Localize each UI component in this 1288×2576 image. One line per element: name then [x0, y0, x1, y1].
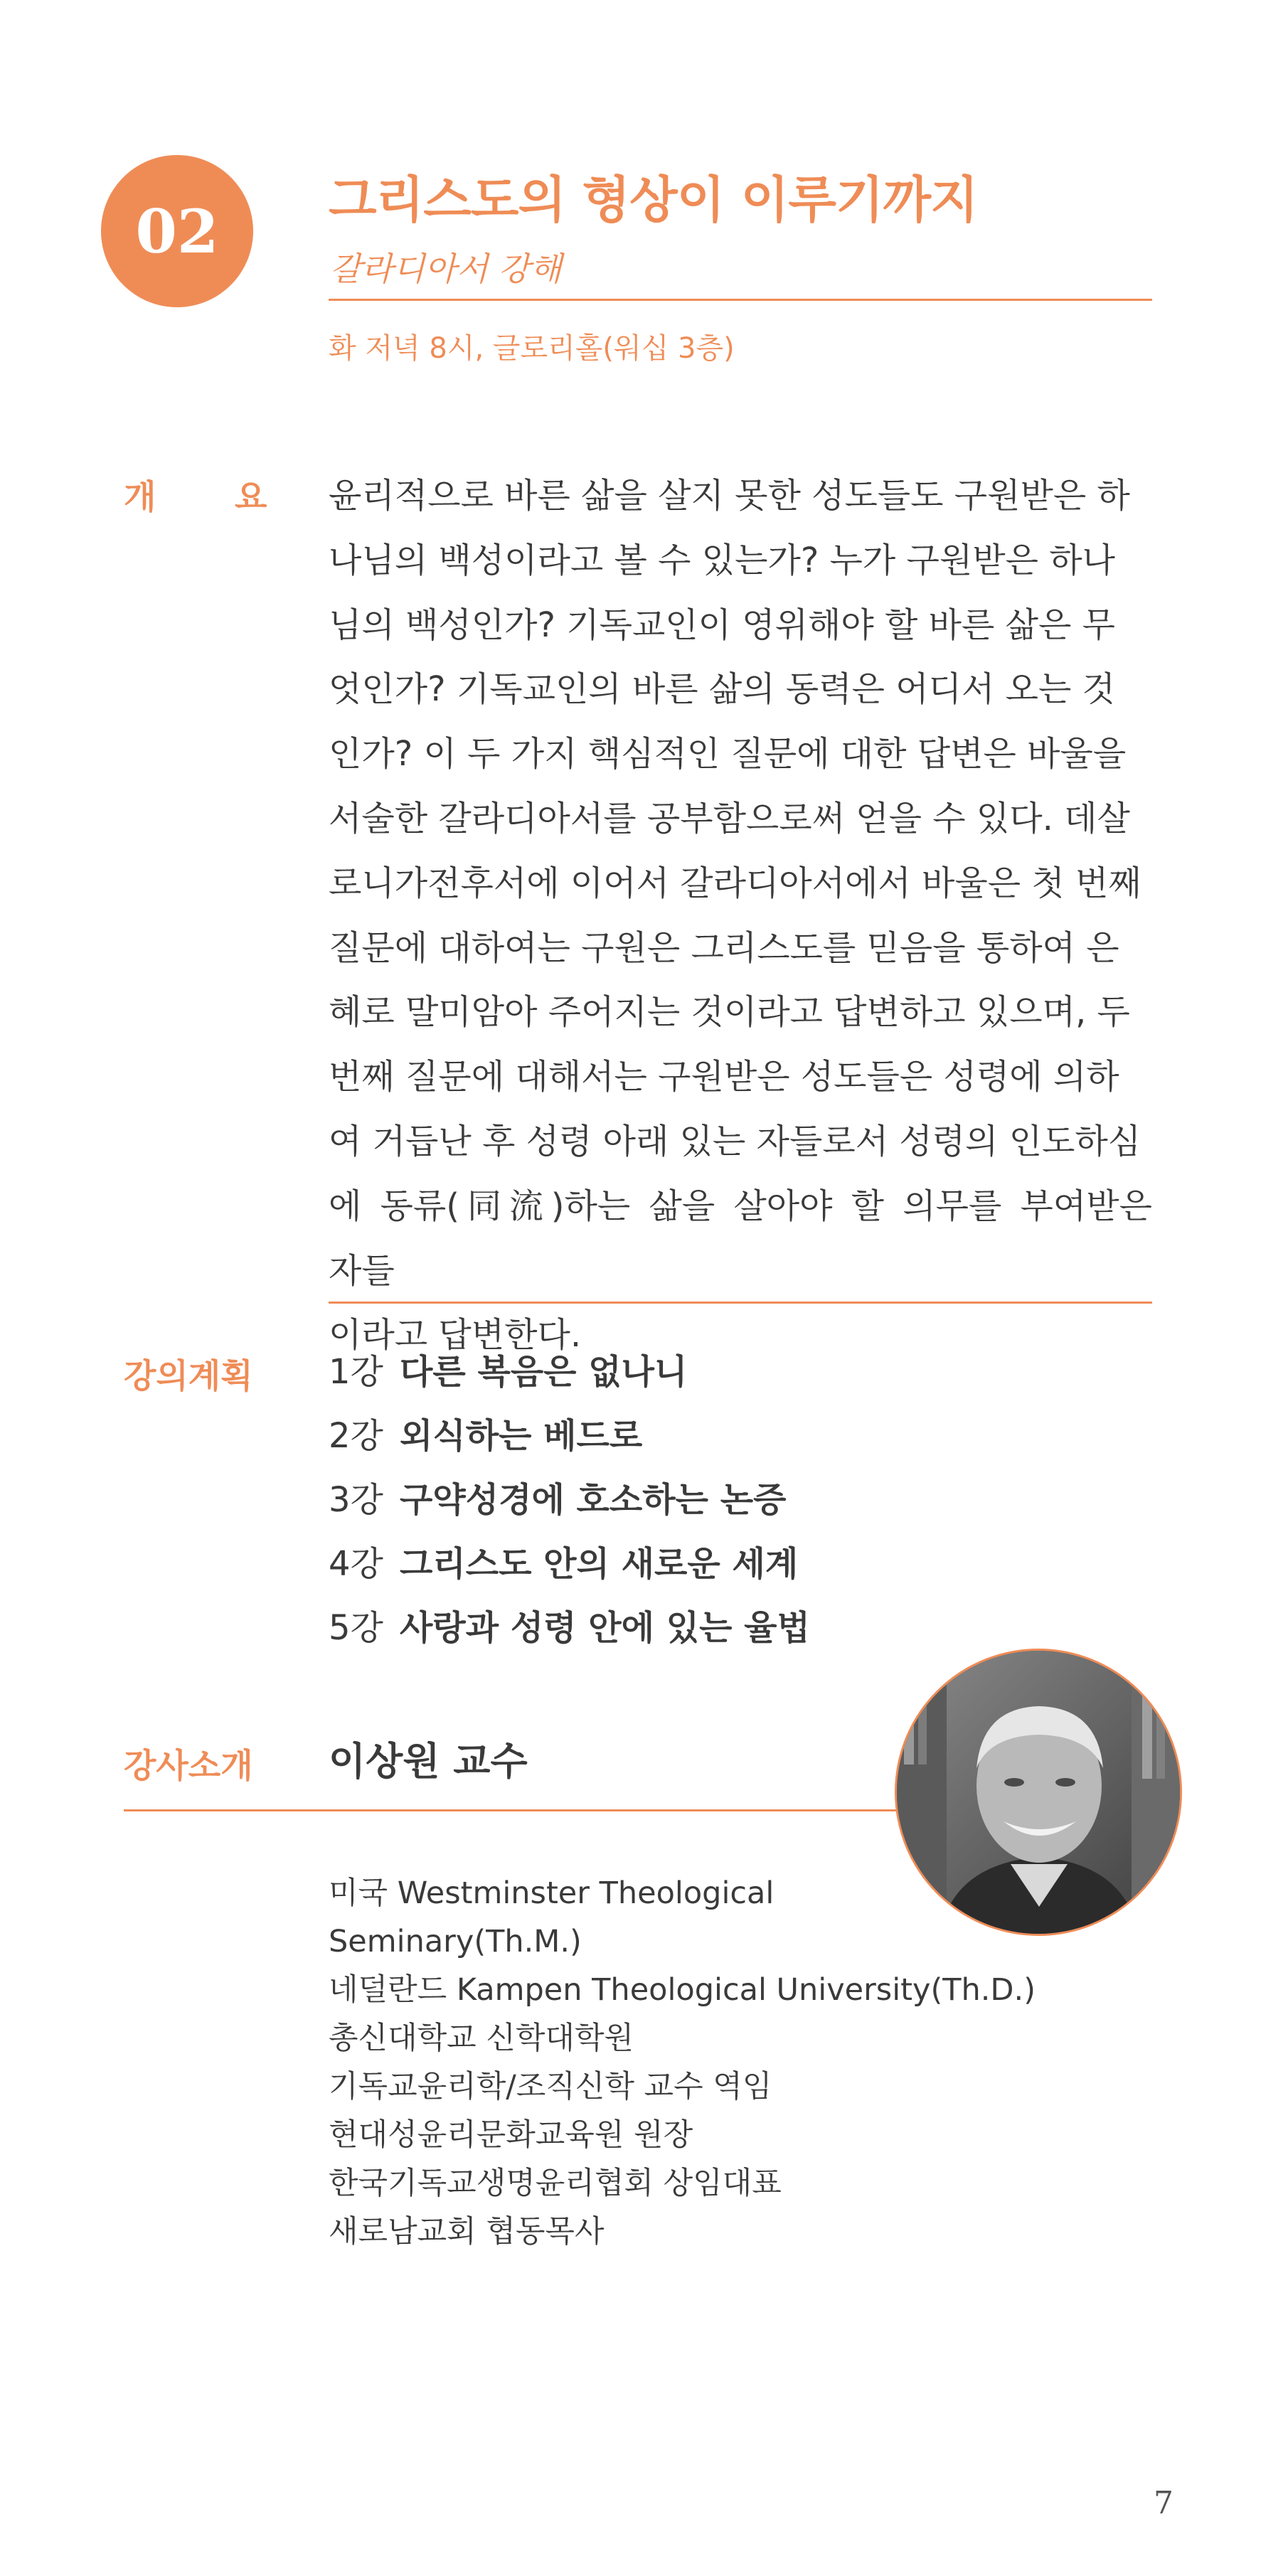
plan-item-number: 1강 — [329, 1352, 383, 1392]
lecture-plan-list — [329, 1340, 810, 1660]
plan-item-number: 2강 — [329, 1416, 383, 1456]
plan-item — [329, 1468, 810, 1532]
plan-item-title: 사랑과 성령 안에 있는 율법 — [400, 1608, 810, 1648]
plan-item — [329, 1404, 810, 1468]
lecturer-name: 이상원 교수 — [329, 1739, 528, 1784]
overview-section — [329, 464, 1152, 1368]
bio-line: Seminary(Th.M.) — [329, 1924, 582, 1959]
plan-item — [329, 1532, 810, 1596]
plan-item-title: 다른 복음은 없나니 — [400, 1352, 688, 1392]
bio-line: 네덜란드 Kampen Theological University(Th.D.) — [329, 1972, 1036, 2008]
overview-text: 윤리적으로 바른 삶을 살지 못한 성도들도 구원받은 하 나님의 백성이라고 볼 수 있는가? 누가 구원받은 하나 님의 백성인가? 기독교인이 영위해야 할 바른 삶은 무 엇인가? 기독교인의 바른 삶의 동력은 어디서 오는 것 인가? 이 두 가지 핵심적인 질문에 대한 답변은 바울을 서술한 갈라디아서를 공부함으로써 얻을 수 있다. 데살 로니가전후서에 이어서 갈라디아서에서 바울은 첫 번째 질문에 대하여는 구원은 그리스도를 믿음을 통하여 은 혜로 말미암아 주어지는 것이라고 답변하고 있으며, 두 번째 질문에 대해서는 구원받은 성도들은 성령에 의하 여 거듭난 후 성령 아래 있는 자들로서 성령의 인도하심 에 동류(同流)하는 삶을 살아야 할 의무를 부여받은 자들 이라고 답변한다. — [329, 476, 1152, 1356]
bio-line: 총신대학교 신학대학원 — [329, 2021, 634, 2056]
plan-item-number: 5강 — [329, 1608, 383, 1648]
lecturer-bio — [329, 1869, 1036, 2256]
bio-line: 현대성윤리문화교육원 원장 — [329, 2117, 693, 2153]
section-number-badge: 02 — [101, 155, 253, 307]
plan-item — [329, 1596, 810, 1660]
plan-item-number: 4강 — [329, 1544, 383, 1584]
page-number: 7 — [1154, 2485, 1173, 2521]
plan-item-title: 그리스도 안의 새로운 세계 — [400, 1544, 799, 1584]
plan-label: 강의계획 — [124, 1357, 253, 1396]
bio-line: 미국 Westminster Theological — [329, 1875, 775, 1911]
overview-divider — [329, 1302, 1152, 1304]
plan-item — [329, 1340, 810, 1404]
schedule-info: 화 저녁 8시, 글로리홀(워십 3층) — [329, 332, 735, 365]
lecturer-label: 강사소개 — [124, 1747, 253, 1786]
plan-item-number: 3강 — [329, 1480, 383, 1520]
lecture-subtitle: 갈라디아서 강해 — [330, 250, 562, 288]
header-divider — [329, 299, 1152, 301]
bio-line: 한국기독교생명윤리협회 상임대표 — [329, 2166, 782, 2201]
lecture-title: 그리스도의 형상이 이루기까지 — [329, 171, 978, 229]
bio-line: 새로남교회 협동목사 — [329, 2214, 605, 2250]
overview-label-part1: 개 — [124, 478, 156, 517]
bio-line: 기독교윤리학/조직신학 교수 역임 — [329, 2069, 772, 2104]
overview-label-part2: 요 — [235, 478, 267, 517]
plan-item-title: 외식하는 베드로 — [400, 1416, 643, 1456]
plan-item-title: 구약성경에 호소하는 논증 — [400, 1480, 787, 1520]
